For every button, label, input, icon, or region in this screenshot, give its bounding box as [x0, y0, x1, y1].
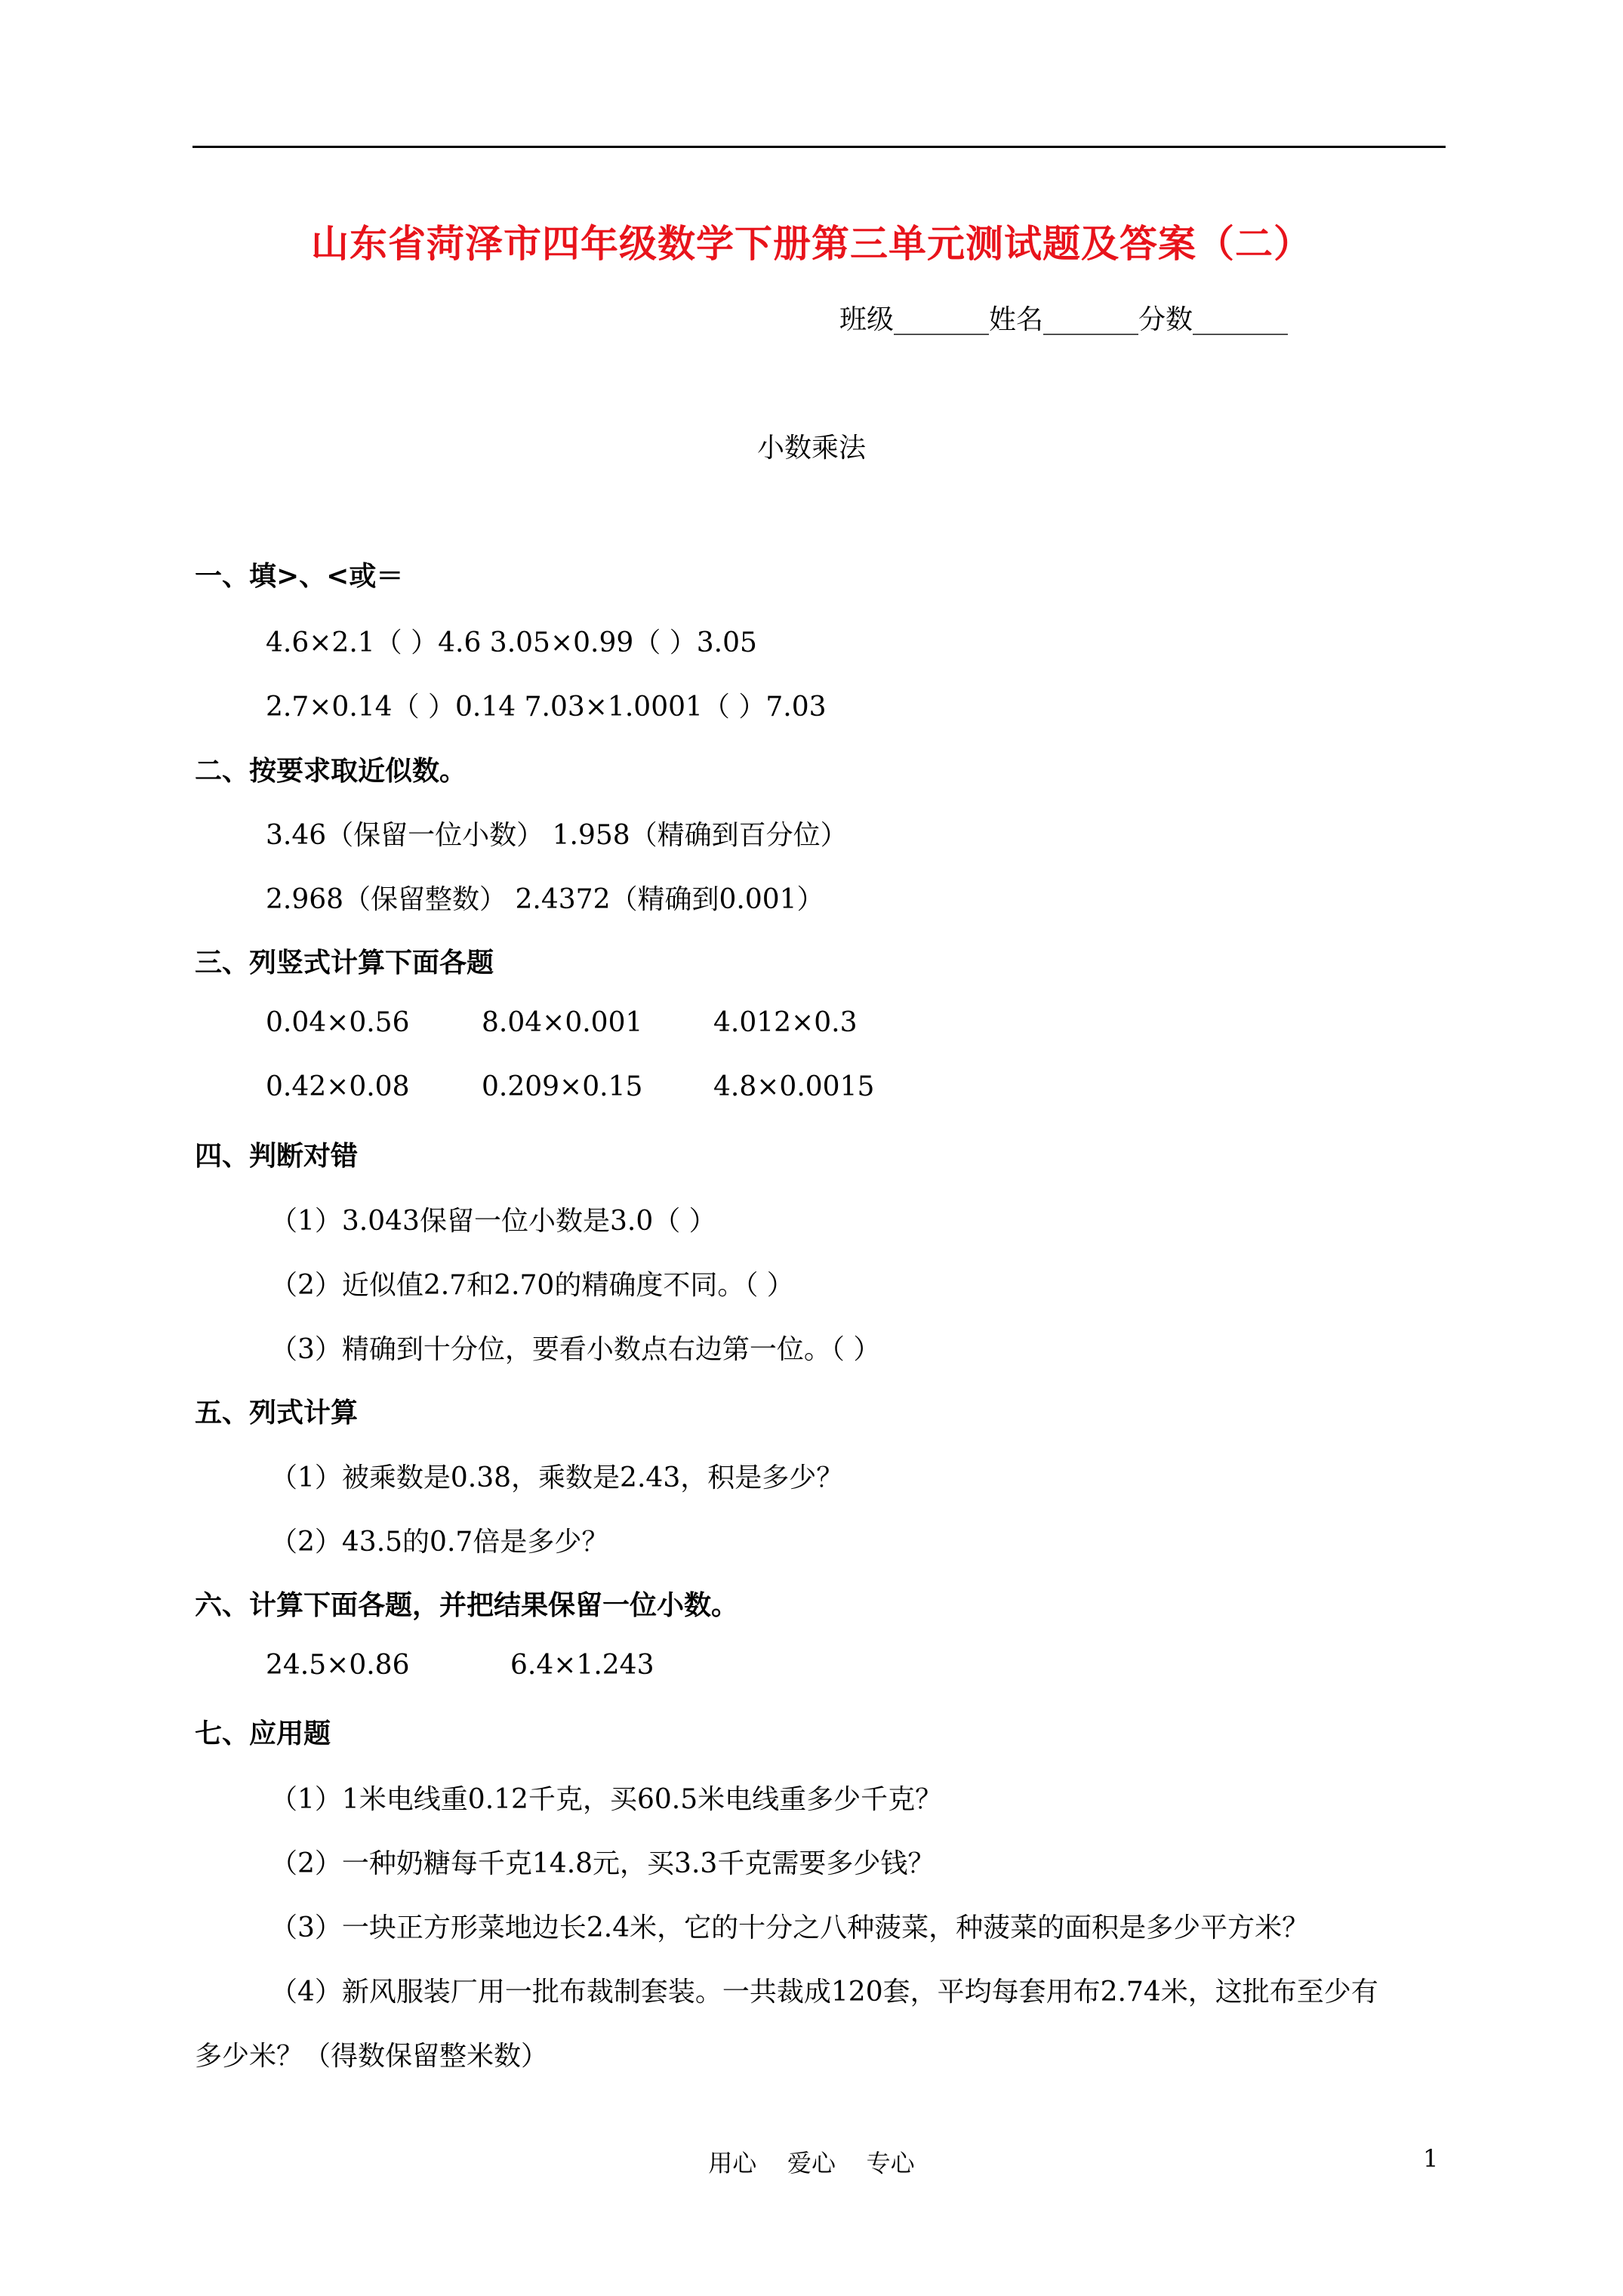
q3-problem: 8.04×0.001 [482, 1007, 643, 1038]
q2-line-1: 3.46（保留一位小数） 1.958（精确到百分位） [266, 820, 848, 851]
q3-heading: 三、列竖式计算下面各题 [195, 947, 494, 978]
document-title: 山东省菏泽市四年级数学下册第三单元测试题及答案（二） [311, 221, 1312, 266]
q7-heading: 七、应用题 [195, 1718, 331, 1749]
q7-item-4-continued: 多少米？（得数保留整米数） [195, 2041, 549, 2072]
q7-item-2: （2）一种奶糖每千克14.8元，买3.3千克需要多少钱？ [270, 1848, 935, 1879]
header-rule [192, 146, 1446, 148]
q5-item-2: （2）43.5的0.7倍是多少？ [270, 1527, 609, 1558]
q1-line-2: 2.7×0.14（ ）0.14 7.03×1.0001（ ）7.03 [266, 692, 827, 723]
q7-item-3: （3）一块正方形菜地边长2.4米，它的十分之八种菠菜，种菠菜的面积是多少平方米？ [270, 1912, 1310, 1943]
q3-problem: 0.209×0.15 [482, 1071, 643, 1102]
q6-problem: 6.4×1.243 [510, 1650, 654, 1681]
q3-problem: 4.8×0.0015 [713, 1071, 875, 1102]
q7-item-4: （4）新风服装厂用一批布裁制套装。一共裁成120套，平均每套用布2.74米，这批布至少有 [270, 1977, 1378, 2008]
q5-item-1: （1）被乘数是0.38，乘数是2.43，积是多少？ [270, 1462, 844, 1493]
q1-heading: 一、填>、<或＝ [195, 560, 404, 592]
q1-line-1: 4.6×2.1（ ）4.6 3.05×0.99（ ）3.05 [266, 627, 757, 658]
q2-line-2: 2.968（保留整数） 2.4372（精确到0.001） [266, 884, 824, 915]
q3-problem: 0.42×0.08 [266, 1071, 410, 1102]
q3-problem: 0.04×0.56 [266, 1007, 410, 1038]
q6-heading: 六、计算下面各题，并把结果保留一位小数。 [195, 1589, 739, 1621]
q3-problem: 4.012×0.3 [713, 1007, 858, 1038]
q4-item-3: （3）精确到十分位，要看小数点右边第一位。（ ） [270, 1334, 881, 1365]
page-number: 1 [1423, 2144, 1439, 2173]
q5-heading: 五、列式计算 [195, 1397, 359, 1428]
q4-item-2: （2）近似值2.7和2.70的精确度不同。（ ） [270, 1270, 794, 1301]
student-info-line: 班级_______姓名_______分数_______ [839, 304, 1289, 335]
section-title: 小数乘法 [756, 433, 866, 464]
footer-slogan: 用心 爱心 专心 [708, 2149, 915, 2177]
q4-item-1: （1）3.043保留一位小数是3.0（ ） [270, 1206, 716, 1237]
q6-problem: 24.5×0.86 [266, 1650, 410, 1681]
q4-heading: 四、判断对错 [195, 1140, 359, 1172]
q2-heading: 二、按要求取近似数。 [195, 755, 467, 787]
q7-item-1: （1）1米电线重0.12千克，买60.5米电线重多少千克？ [270, 1784, 943, 1815]
